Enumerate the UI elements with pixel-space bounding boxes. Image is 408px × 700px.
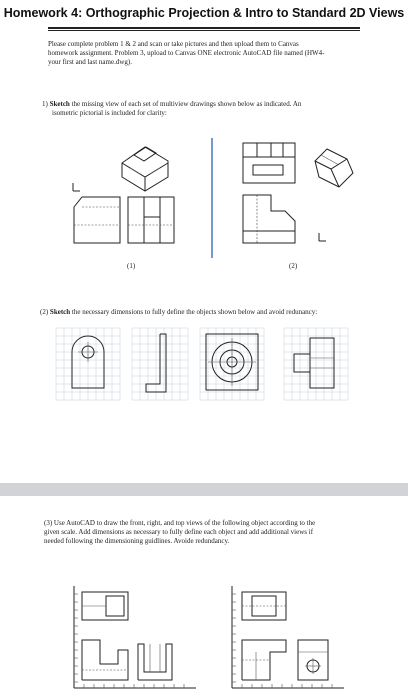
isometric-pictorial-2 bbox=[315, 149, 353, 187]
problem-2-text: the necessary dimensions to fully define the objects shown below and avoid redunancy: bbox=[70, 308, 318, 316]
title-underline bbox=[48, 27, 360, 29]
isometric-pictorial-1 bbox=[122, 147, 168, 191]
instructions-line-2: homework assignment. Problem 3, upload to Canvas ONE electronic AutoCAD file named (HW4- bbox=[48, 49, 325, 57]
problem-2-number: (2) bbox=[40, 308, 49, 316]
problem-1-divider bbox=[210, 138, 214, 258]
instructions-line-3: your first and last name.dwg). bbox=[48, 58, 132, 66]
top-view-a bbox=[82, 592, 128, 620]
problem-1-set-1-drawings bbox=[60, 135, 200, 255]
page-title: Homework 4: Orthographic Projection & Intro to Standard 2D Views bbox=[3, 6, 405, 20]
right-view-a bbox=[138, 644, 172, 680]
problem-3-drawing-a bbox=[70, 584, 200, 694]
front-view-1 bbox=[74, 197, 120, 243]
worksheet-page-2 bbox=[0, 496, 408, 700]
scale-ruler-bottom bbox=[74, 684, 196, 688]
problem-3-line-2: given scale. Add dimensions as necessary to fully define each object and add additional views if bbox=[44, 528, 314, 536]
problem-1-text-1: the missing view of each set of multiview drawings shown below as indicated. An bbox=[69, 100, 302, 108]
scale-ruler-left bbox=[74, 586, 78, 688]
problem-1-text-2: isometric pictorial is included for clarity: bbox=[52, 109, 167, 117]
problem-1-verb: Sketch bbox=[49, 100, 70, 108]
figure-label-1: (1) bbox=[127, 262, 136, 270]
grid-panel-1 bbox=[56, 328, 120, 400]
instructions-line-1: Please complete problem 1 & 2 and scan or take pictures and then upload them to Canvas bbox=[48, 40, 299, 48]
instructions-paragraph bbox=[48, 40, 338, 67]
missing-view-corner-mark-2 bbox=[319, 233, 326, 241]
problem-3-line-3: needed following the dimensioning guidlines. Avoide redundancy. bbox=[44, 537, 230, 545]
front-view-2 bbox=[243, 195, 295, 243]
problem-1-number: 1) bbox=[42, 100, 48, 108]
problem-3-prompt bbox=[44, 519, 344, 546]
problem-2-verb: Sketch bbox=[49, 308, 71, 316]
title-underline-thin bbox=[48, 30, 360, 31]
problem-1-prompt bbox=[42, 100, 342, 118]
scale-ruler-left-b bbox=[232, 586, 236, 688]
problem-2-prompt bbox=[40, 308, 370, 317]
missing-view-corner-mark bbox=[73, 183, 80, 191]
problem-1-set-2-drawings bbox=[235, 135, 375, 255]
problem-3-drawing-b bbox=[228, 582, 348, 694]
right-view-1 bbox=[128, 197, 174, 243]
front-view-b bbox=[242, 640, 286, 680]
object-concentric-circles bbox=[206, 334, 258, 390]
figure-label-2: (2) bbox=[289, 262, 298, 270]
scale-ruler-bottom-b bbox=[232, 684, 344, 688]
top-view-b bbox=[242, 592, 286, 620]
page-gap bbox=[0, 483, 408, 496]
problem-3-line-1: (3) Use AutoCAD to draw the front, right, and top views of the following object according to the bbox=[44, 519, 316, 527]
right-view-b bbox=[298, 640, 328, 680]
top-view-2 bbox=[243, 143, 295, 183]
problem-2-dimension-grids bbox=[56, 328, 356, 400]
front-view-a bbox=[82, 640, 128, 680]
